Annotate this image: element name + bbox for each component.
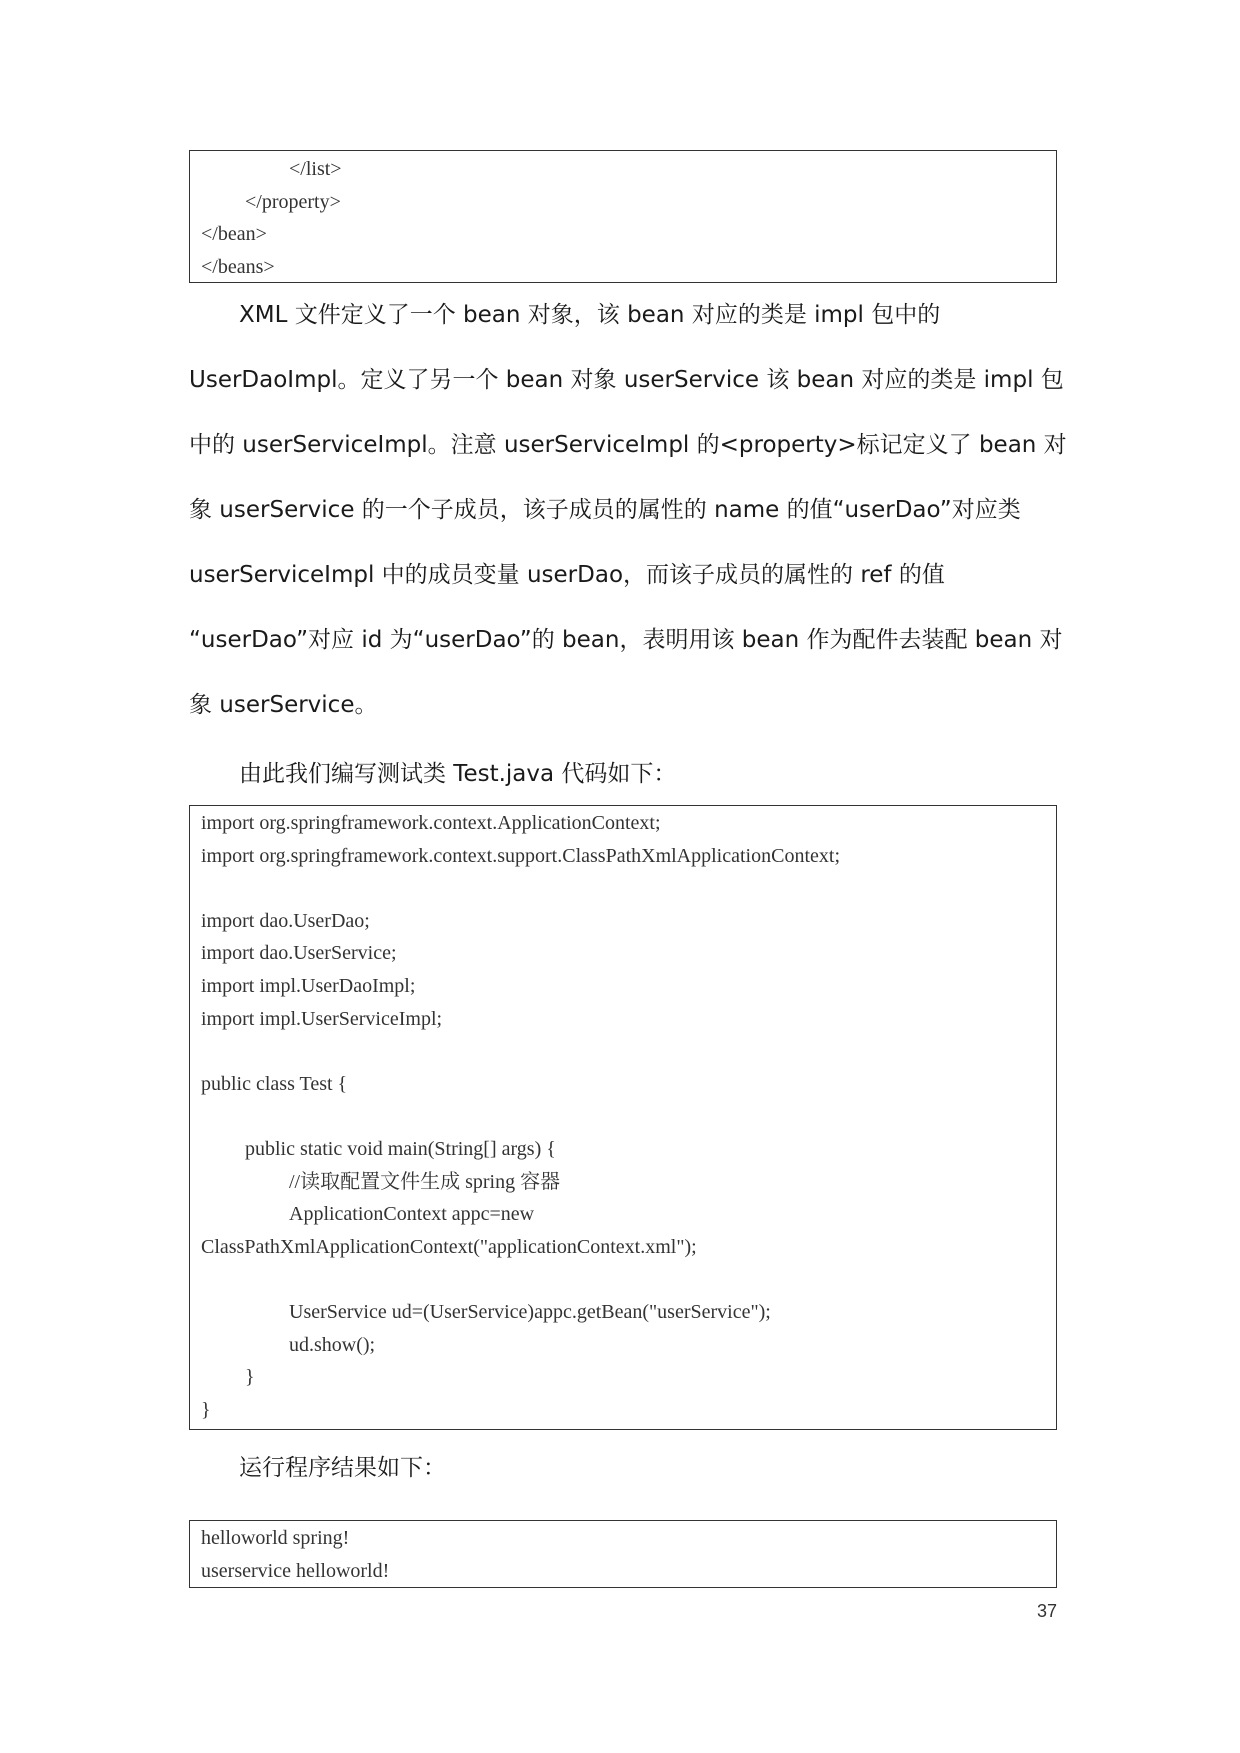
output-line: helloworld spring! [201, 1527, 350, 1549]
code-line: import dao.UserService; [201, 942, 397, 965]
code-line: //读取配置文件生成 spring 容器 [289, 1170, 561, 1193]
paragraph-line: UserDaoImpl。定义了另一个 bean 对象 userService 该 bean 对应的类是 impl 包 [189, 367, 1064, 393]
code-line: </list> [289, 158, 342, 180]
code-line: import impl.UserServiceImpl; [201, 1007, 443, 1030]
code-line: </beans> [201, 255, 275, 278]
xml-code-block [189, 150, 1057, 283]
explanation-paragraph [189, 298, 1067, 753]
code-line [201, 1263, 1045, 1296]
code-line: import dao.UserDao; [201, 909, 370, 932]
paragraph-line: 象 userService。 [189, 692, 378, 718]
page-number: 37 [1036, 1601, 1057, 1621]
code-line: import org.springframework.context.support.ClassPathXmlApplicationContext; [201, 844, 840, 867]
paragraph-line: “userDao”对应 id 为“userDao”的 bean，表明用该 bean 作为配件去装配 bean 对 [189, 627, 1063, 653]
code-line [201, 1100, 1045, 1133]
code-line: UserService ud=(UserService)appc.getBean("userService"); [289, 1300, 771, 1323]
code-line: ClassPathXmlApplicationContext("applicationContext.xml"); [201, 1235, 697, 1258]
code-line: ApplicationContext appc=new [289, 1203, 535, 1226]
code-line: } [245, 1366, 255, 1389]
code-line: import org.springframework.context.ApplicationContext; [201, 812, 661, 834]
program-output-block [189, 1520, 1057, 1588]
paragraph-line: XML 文件定义了一个 bean 对象，该 bean 对应的类是 impl 包中的 [239, 302, 941, 328]
test-java-code-block [189, 805, 1057, 1430]
code-line: ud.show(); [289, 1333, 376, 1356]
code-line [201, 1035, 1045, 1068]
code-line: public class Test { [201, 1072, 348, 1095]
code-line: public static void main(String[] args) { [245, 1137, 556, 1160]
code-line [201, 872, 1045, 905]
code-line: </property> [245, 190, 341, 213]
code-line: import impl.UserDaoImpl; [201, 974, 416, 997]
output-line: userservice helloworld! [201, 1559, 390, 1582]
paragraph-line: userServiceImpl 中的成员变量 userDao，而该子成员的属性的 ref 的值 [189, 562, 945, 588]
paragraph-line: 象 userService 的一个子成员，该子成员的属性的 name 的值“userDao”对应类 [189, 497, 1021, 523]
paragraph-line: 中的 userServiceImpl。注意 userServiceImpl 的<property>标记定义了 bean 对 [189, 432, 1067, 458]
code-line: </bean> [201, 223, 267, 246]
test-intro-text: 由此我们编写测试类 Test.java 代码如下： [239, 761, 677, 787]
result-intro-text: 运行程序结果如下： [239, 1455, 446, 1481]
code-line: } [201, 1398, 211, 1421]
